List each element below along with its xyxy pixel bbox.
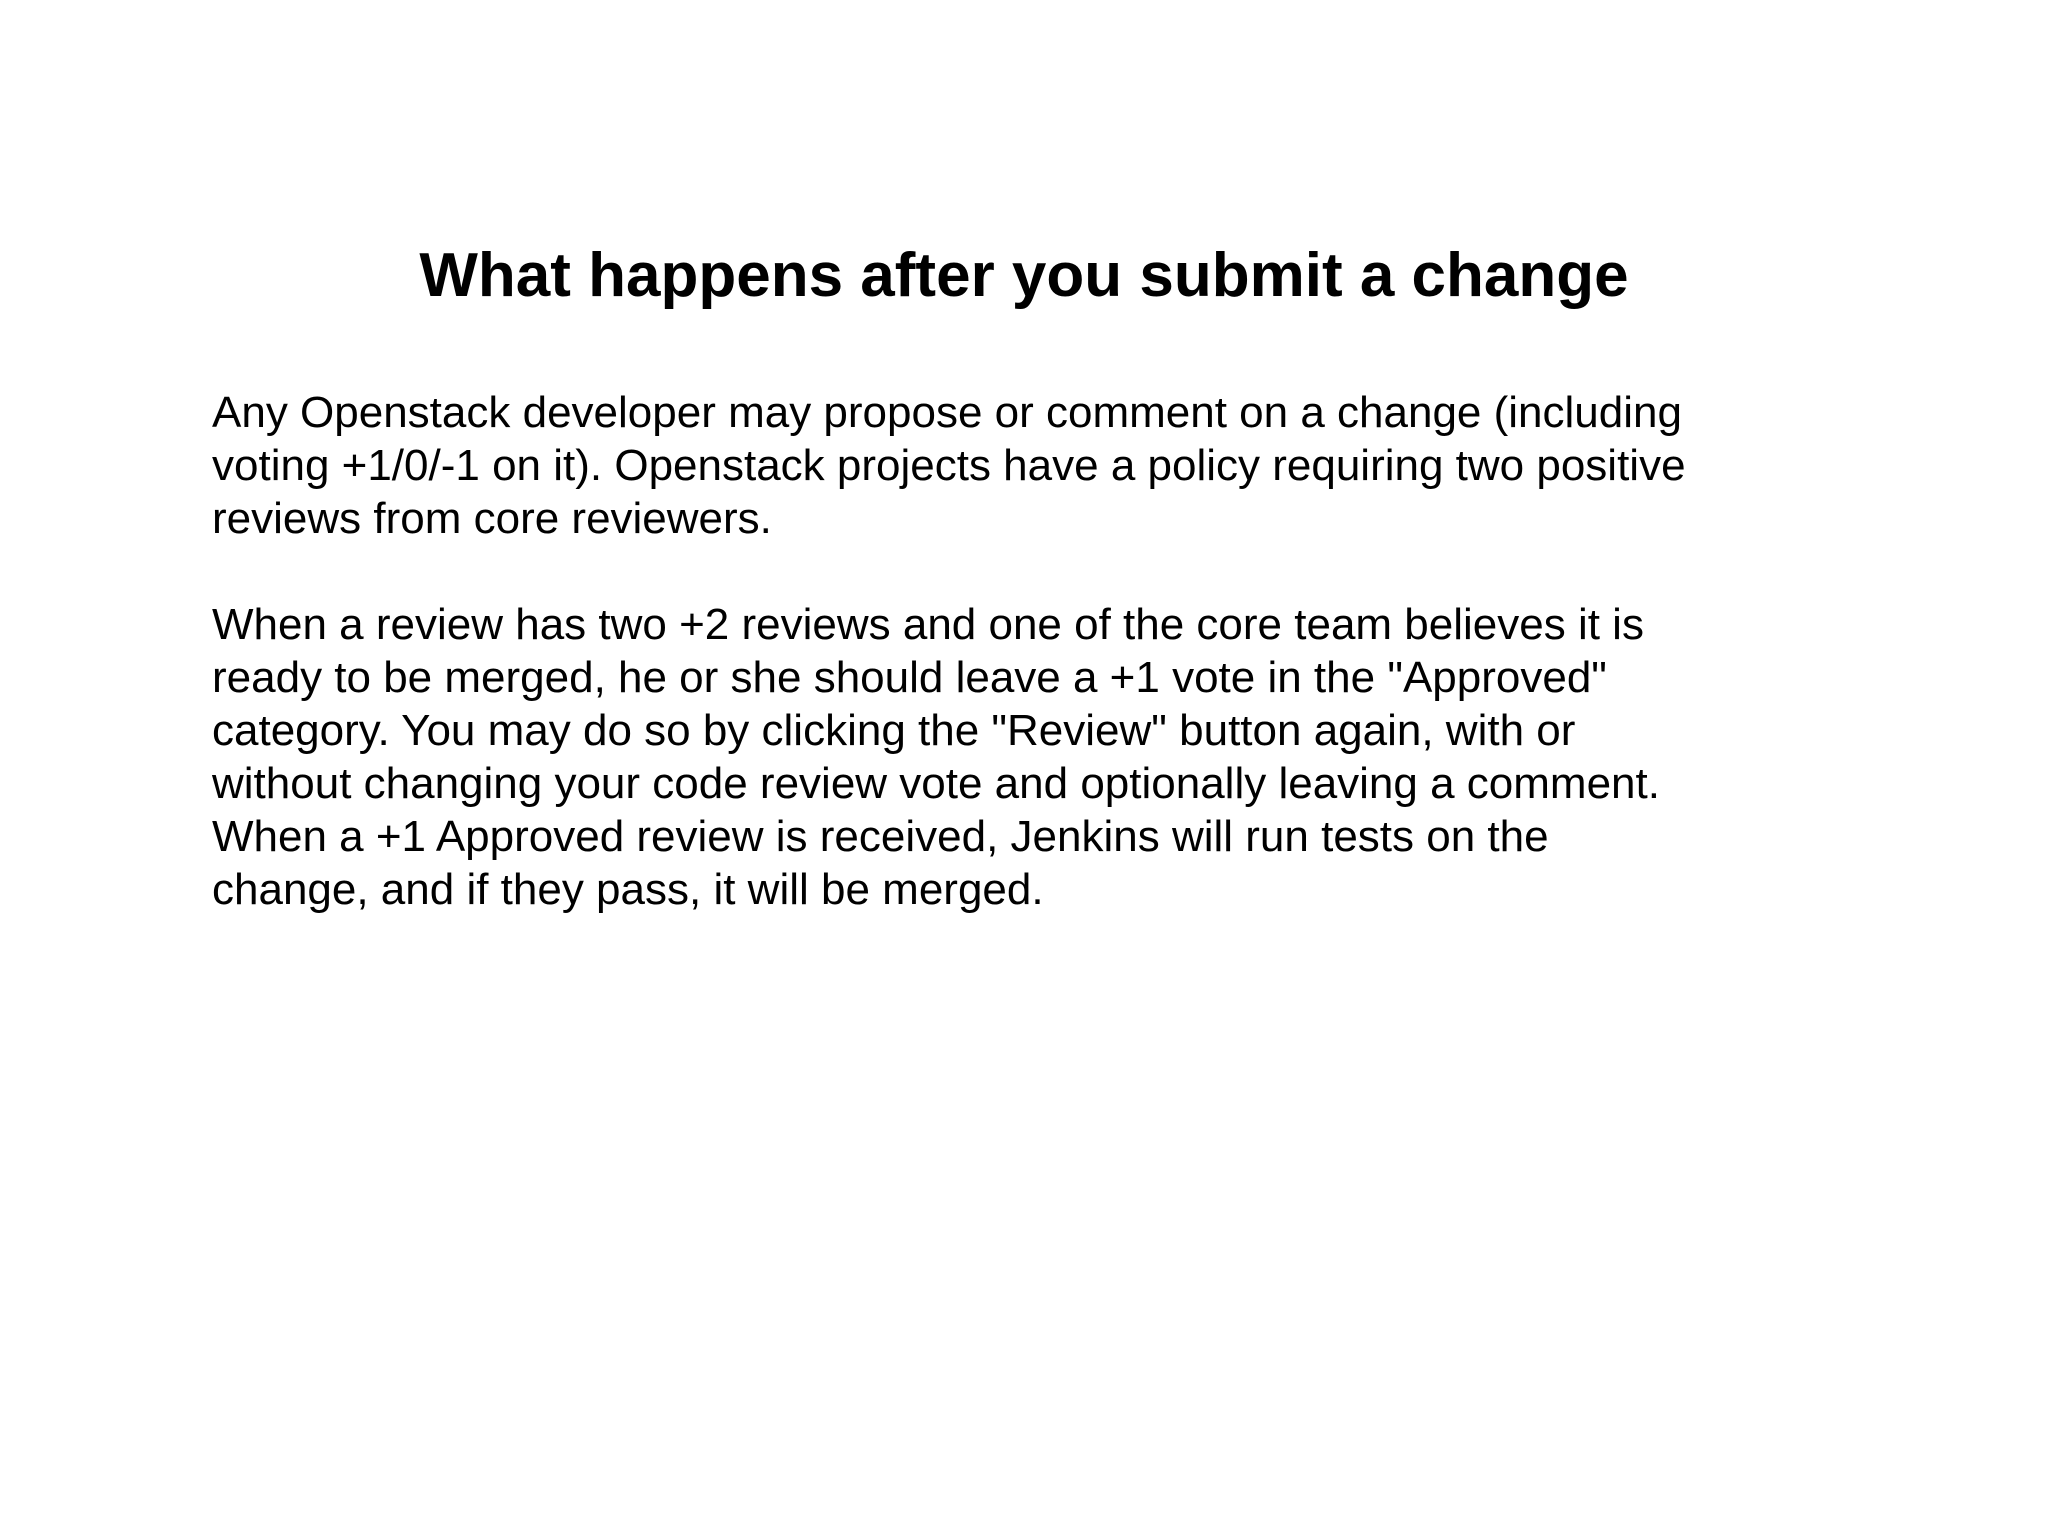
paragraph-approval-process [212,598,1872,916]
text-line: When a review has two +2 reviews and one of the core team believes it is [212,600,1644,649]
slide-title: What happens after you submit a change [419,241,1629,310]
text-line: change, and if they pass, it will be merged. [212,865,1044,914]
text-line: ready to be merged, he or she should leave a +1 vote in the "Approved" [212,653,1607,702]
slide-body [212,386,1872,969]
paragraph-review-policy [212,386,1872,545]
text-line: category. You may do so by clicking the "Review" button again, with or [212,706,1576,755]
text-line: reviews from core reviewers. [212,494,772,543]
text-line: without changing your code review vote and optionally leaving a comment. [212,759,1660,808]
text-line: When a +1 Approved review is received, Jenkins will run tests on the [212,812,1549,861]
text-line: Any Openstack developer may propose or comment on a change (including [212,388,1682,437]
text-line: voting +1/0/-1 on it). Openstack projects have a policy requiring two positive [212,441,1686,490]
